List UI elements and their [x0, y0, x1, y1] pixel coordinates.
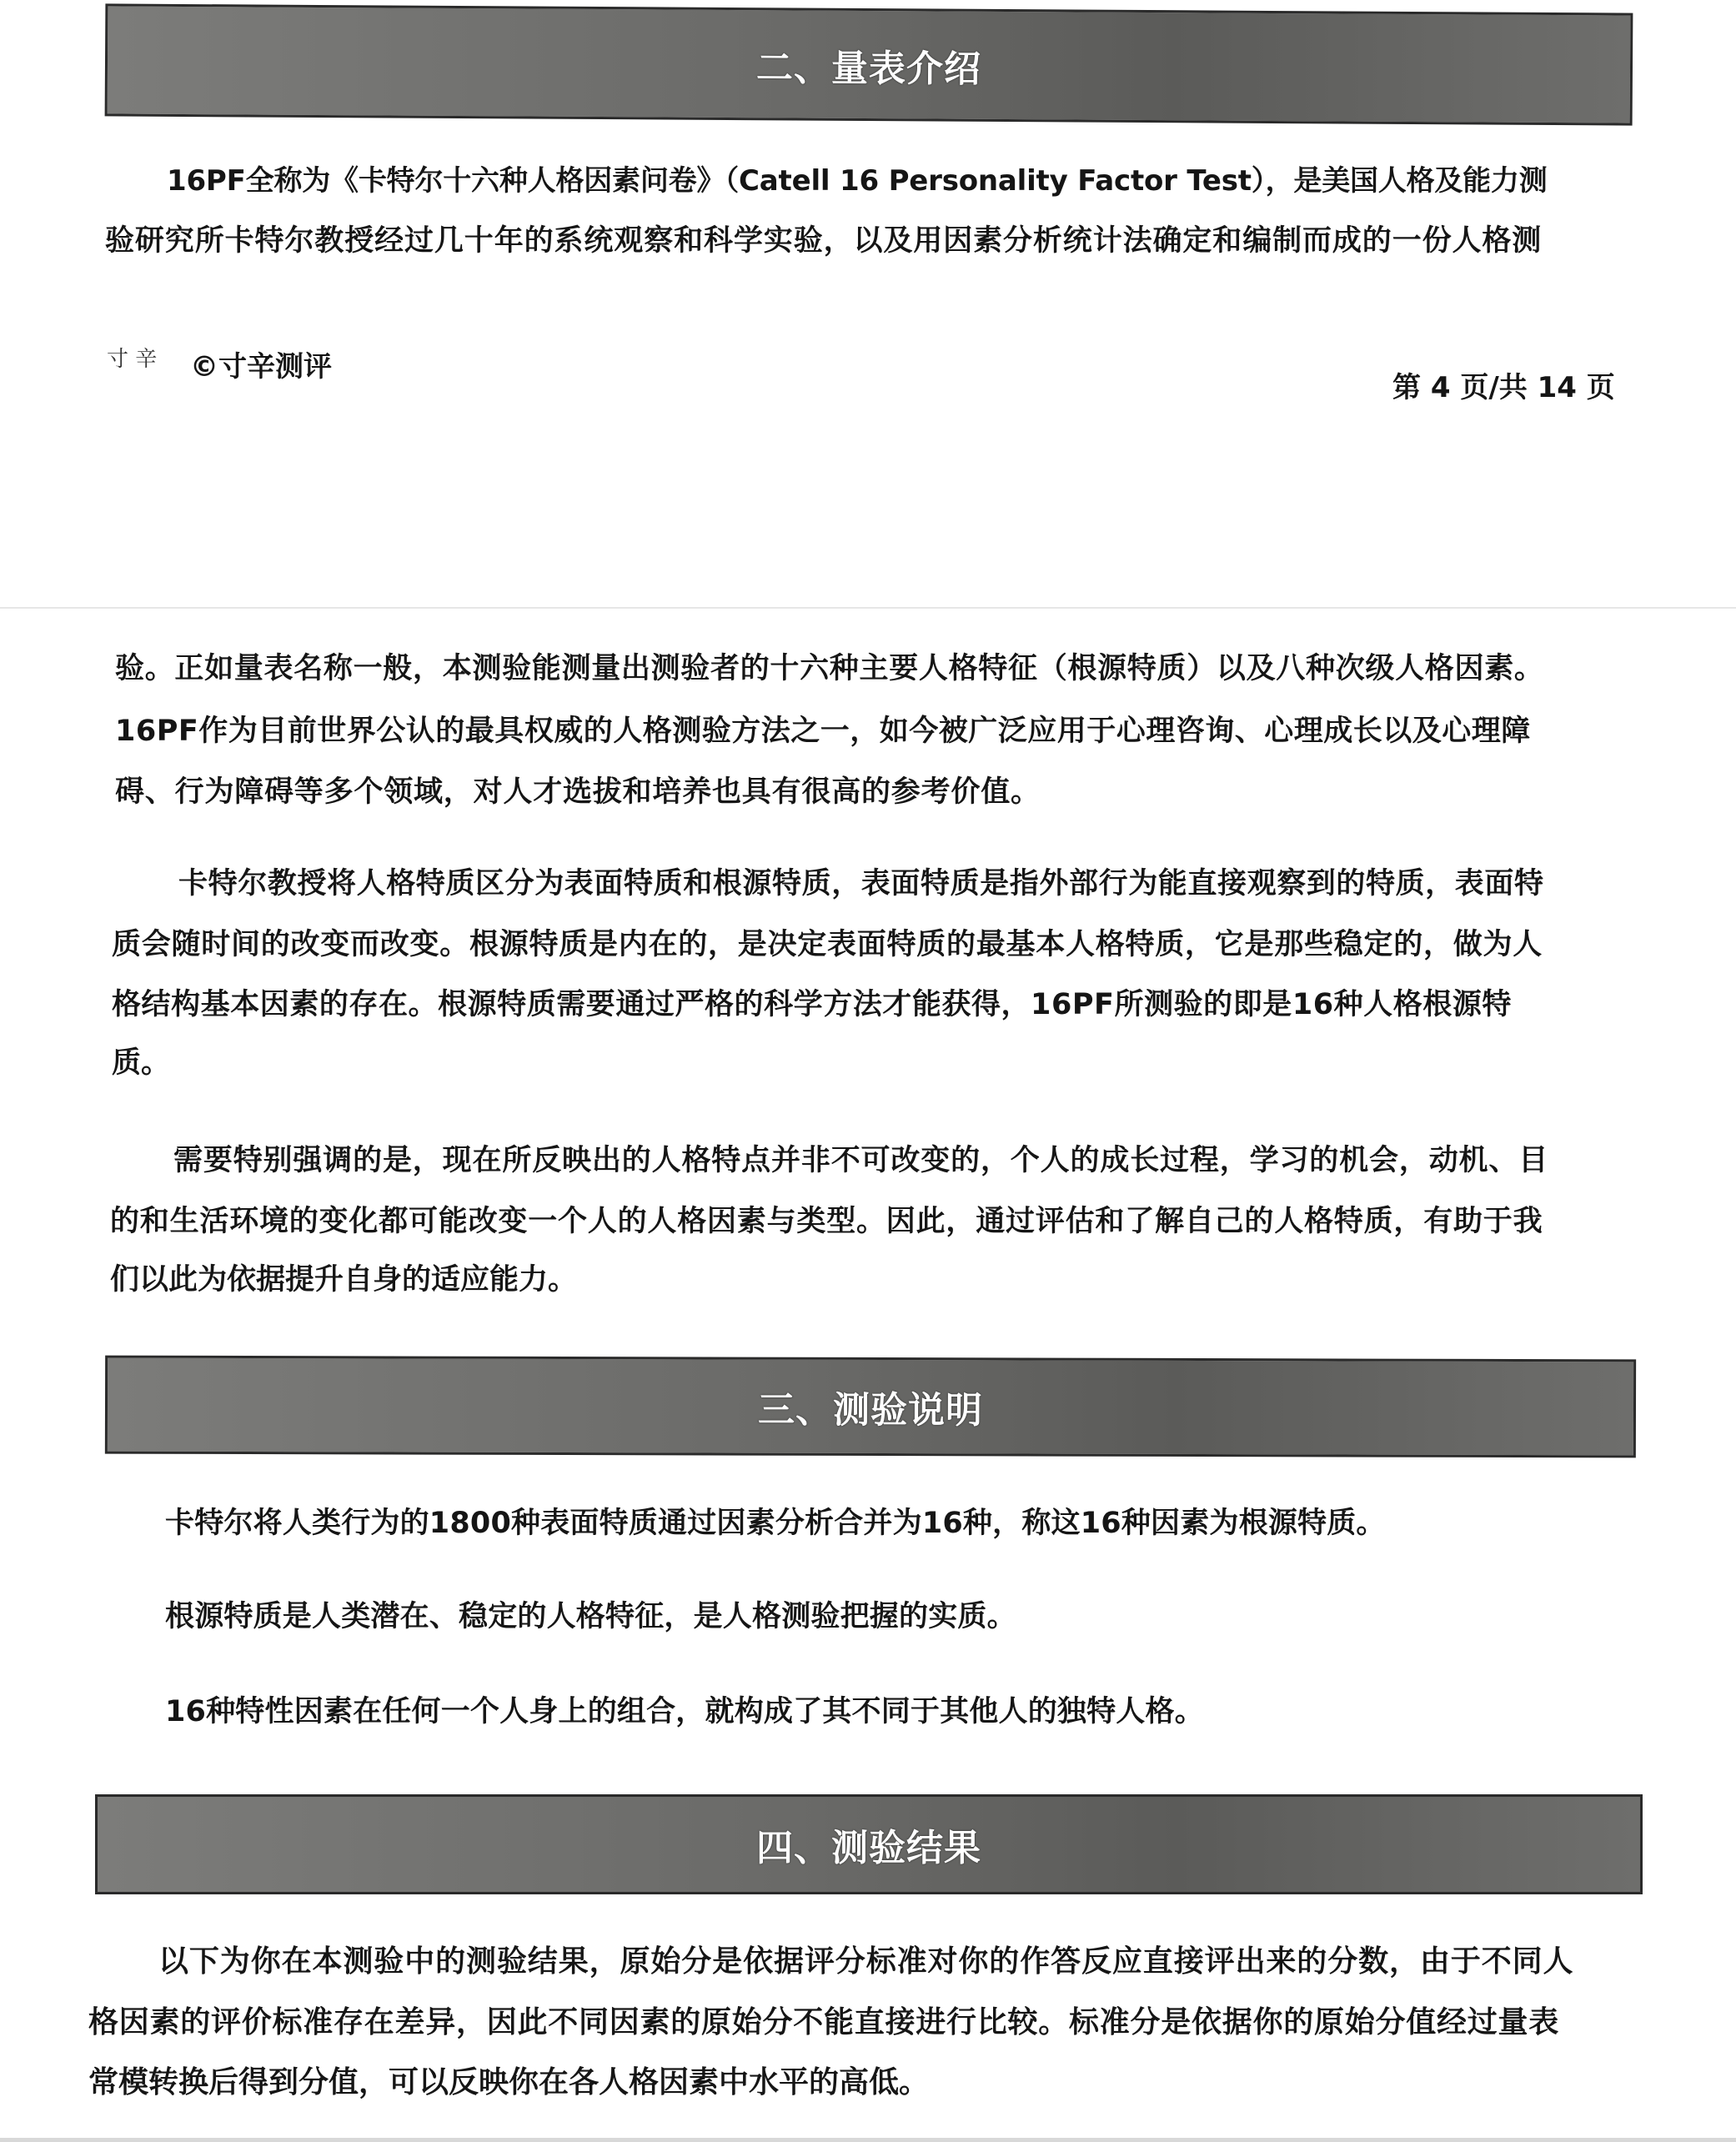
- footer-logo: 寸 辛: [107, 347, 158, 372]
- text-line: 以下为你在本测验中的测验结果，原始分是依据评分标准对你的作答反应直接评出来的分数，由于不同人: [158, 1944, 1574, 1979]
- text-line: 卡特尔教授将人格特质区分为表面特质和根源特质，表面特质是指外部行为能直接观察到的特质，表面特: [178, 867, 1544, 900]
- text-line: 验研究所卡特尔教授经过几十年的系统观察和科学实验，以及用因素分析统计法确定和编制而成的一份人格测: [105, 224, 1543, 258]
- text-line: 验。正如量表名称一般，本测验能测量出测验者的十六种主要人格特征（根源特质）以及八种次级人格因素。: [115, 652, 1544, 685]
- section-header-test-instructions: [105, 1356, 1636, 1458]
- section-title: 四、测验结果: [756, 1827, 981, 1869]
- text-line: 的和生活环境的变化都可能改变一个人的人格因素与类型。因此，通过评估和了解自己的人格特质，有助于我: [110, 1205, 1543, 1238]
- text-line: 常模转换后得到分值，可以反映你在各人格因素中水平的高低。: [88, 2065, 930, 2099]
- text-line: 们以此为依据提升自身的适应能力。: [110, 1263, 578, 1297]
- page-break: [0, 607, 1736, 609]
- text-line: 质。: [112, 1046, 171, 1080]
- section-title: 三、测验说明: [757, 1388, 984, 1432]
- text-line: 卡特尔将人类行为的1800种表面特质通过因素分析合并为16种，称这16种因素为根源特质。: [165, 1507, 1386, 1540]
- bottom-edge: [0, 2138, 1736, 2142]
- text-line: 质会随时间的改变而改变。根源特质是内在的，是决定表面特质的最基本人格特质，它是那些稳定的，做为人: [112, 928, 1543, 961]
- text-line: 根源特质是人类潜在、稳定的人格特征，是人格测验把握的实质。: [165, 1600, 1016, 1633]
- text-line: 需要特别强调的是，现在所反映出的人格特点并非不可改变的，个人的成长过程，学习的机会，动机、目: [173, 1144, 1549, 1177]
- text-line: 16种特性因素在任何一个人身上的组合，就构成了其不同于其他人的独特人格。: [165, 1695, 1204, 1728]
- text-line: 16PF作为目前世界公认的最具权威的人格测验方法之一，如今被广泛应用于心理咨询、心理成长以及心理障: [115, 715, 1531, 748]
- text-line: 碍、行为障碍等多个领域，对人才选拔和培养也具有很高的参考价值。: [115, 775, 1041, 809]
- section-title: 二、量表介绍: [755, 46, 982, 91]
- footer-copyright: ©寸辛测评: [190, 350, 332, 384]
- text-line: 格结构基本因素的存在。根源特质需要通过严格的科学方法才能获得，16PF所测验的即是16种人格根源特: [112, 988, 1512, 1021]
- page-number: 第 4 页/共 14 页: [1392, 371, 1615, 404]
- text-line: 格因素的评价标准存在差异，因此不同因素的原始分不能直接进行比较。标准分是依据你的原始分值经过量表: [88, 2005, 1560, 2039]
- section-header-test-results: [95, 1794, 1643, 1894]
- text-line: 16PF全称为《卡特尔十六种人格因素问卷》（Catell 16 Personality Factor Test），是美国人格及能力测: [167, 164, 1548, 198]
- section-header-scale-intro: [105, 3, 1633, 125]
